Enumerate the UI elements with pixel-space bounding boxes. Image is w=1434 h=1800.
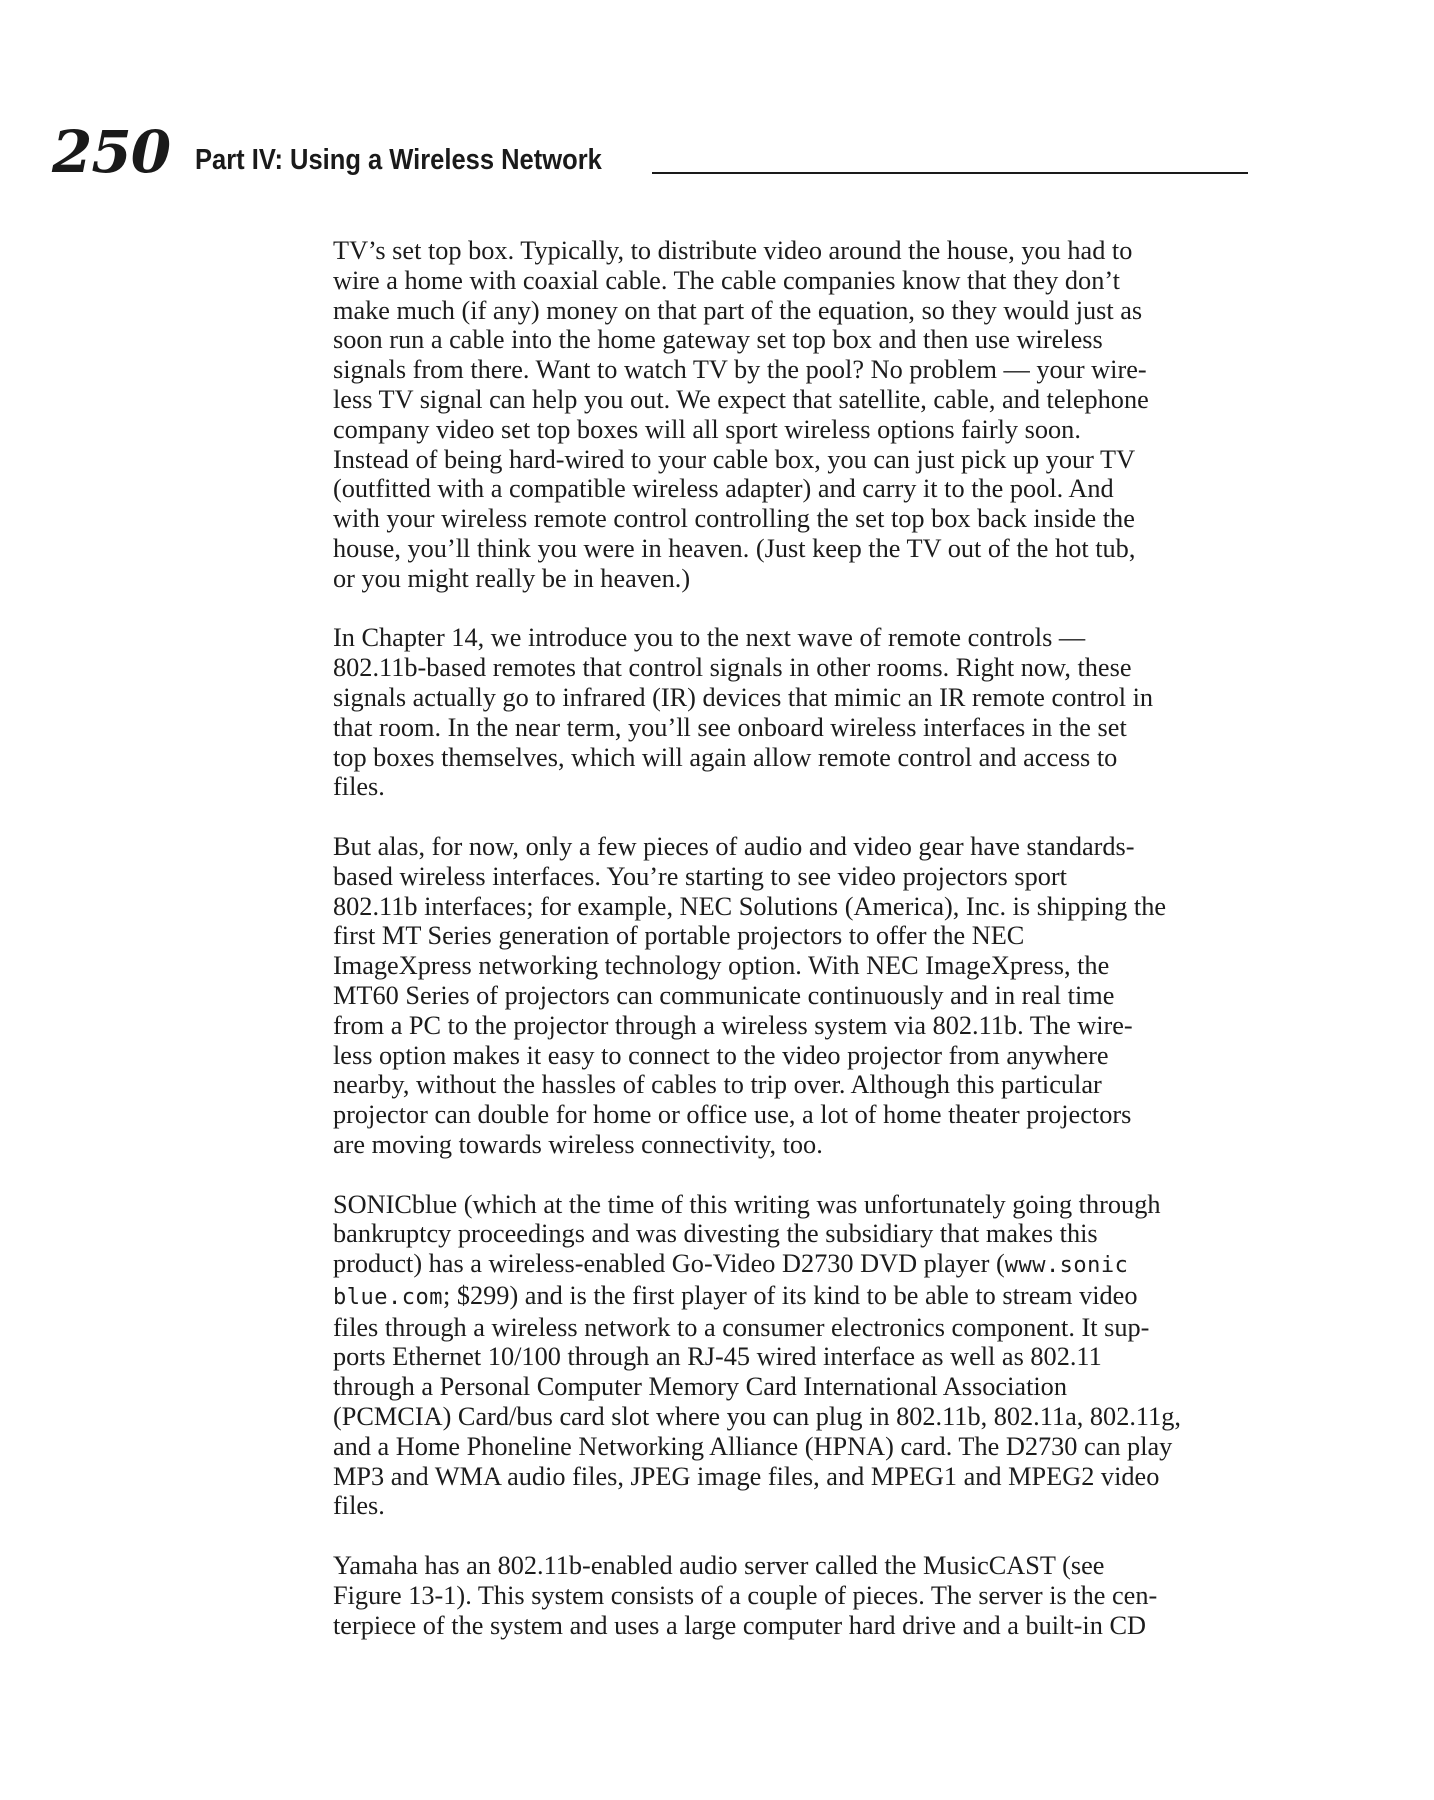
text-line: bankruptcy proceedings and was divesting the subsidiary that makes this (333, 1219, 1098, 1249)
text-line: from a PC to the projector through a wireless system via 802.11b. The wire- (333, 1010, 1133, 1040)
paragraph-video-projectors (333, 832, 1253, 1160)
text-line: 802.11b-based remotes that control signals in other rooms. Right now, these (333, 653, 1132, 683)
text-run: ; $299) and is the first player of its kind to be able to stream video (442, 1280, 1138, 1310)
text-line: 802.11b interfaces; for example, NEC Solutions (America), Inc. is shipping the (333, 891, 1167, 921)
page-number: 250 (52, 118, 171, 186)
text-line: files through a wireless network to a consumer electronics component. It sup- (333, 1312, 1150, 1342)
text-line: company video set top boxes will all sport wireless options fairly soon. (333, 414, 1081, 444)
text-line: first MT Series generation of portable projectors to offer the NEC (333, 921, 1025, 951)
text-line: TV’s set top box. Typically, to distribute video around the house, you had to (333, 236, 1133, 265)
text-line: wire a home with coaxial cable. The cable companies know that they don’t (333, 265, 1120, 295)
text-line: that room. In the near term, you’ll see onboard wireless interfaces in the set (333, 712, 1127, 742)
text-line: SONICblue (which at the time of this writing was unfortunately going through (333, 1189, 1161, 1219)
paragraph-yamaha (333, 1551, 1253, 1640)
text-line: top boxes themselves, which will again allow remote control and access to (333, 742, 1118, 772)
text-run: product) has a wireless-enabled Go-Video D2730 DVD player ( (333, 1249, 1005, 1279)
sonicblue-url-part2: blue.com (333, 1284, 443, 1310)
text-line: ImageXpress networking technology option. With NEC ImageXpress, the (333, 951, 1110, 981)
paragraph-set-top-box (333, 236, 1253, 594)
text-line: ports Ethernet 10/100 through an RJ-45 wired interface as well as 802.11 (333, 1342, 1102, 1372)
text-line: projector can double for home or office use, a lot of home theater projectors (333, 1100, 1132, 1130)
text-line (333, 1249, 1253, 1281)
text-line: (PCMCIA) Card/bus card slot where you can plug in 802.11b, 802.11a, 802.11g, (333, 1402, 1181, 1432)
text-line: make much (if any) money on that part of the equation, so they would just as (333, 295, 1143, 325)
text-line: MP3 and WMA audio files, JPEG image files, and MPEG1 and MPEG2 video (333, 1461, 1160, 1491)
running-header (52, 120, 1248, 184)
text-line: In Chapter 14, we introduce you to the next wave of remote controls — (333, 623, 1086, 653)
text-line (333, 1281, 1253, 1313)
text-line: are moving towards wireless connectivity, too. (333, 1129, 823, 1159)
text-line: with your wireless remote control controlling the set top box back inside the (333, 504, 1135, 534)
text-line: Instead of being hard-wired to your cable box, you can just pick up your TV (333, 444, 1136, 474)
body-text (333, 236, 1253, 1670)
text-line: through a Personal Computer Memory Card International Association (333, 1372, 1067, 1402)
text-line: house, you’ll think you were in heaven. (Just keep the TV out of the hot tub, (333, 533, 1136, 563)
text-line: files. (333, 1491, 385, 1521)
text-line: less option makes it easy to connect to the video projector from anywhere (333, 1040, 1109, 1070)
paragraph-sonicblue (333, 1190, 1253, 1522)
text-line: (outfitted with a compatible wireless adapter) and carry it to the pool. And (333, 474, 1114, 504)
text-line: or you might really be in heaven.) (333, 563, 691, 593)
text-line: Yamaha has an 802.11b-enabled audio server called the MusicCAST (see (333, 1551, 1105, 1581)
text-line: soon run a cable into the home gateway set top box and then use wireless (333, 325, 1103, 355)
text-line: terpiece of the system and uses a large computer hard drive and a built-in CD (333, 1610, 1146, 1640)
text-line: But alas, for now, only a few pieces of audio and video gear have standards- (333, 831, 1135, 861)
text-line: MT60 Series of projectors can communicate continuously and in real time (333, 980, 1115, 1010)
text-line: nearby, without the hassles of cables to trip over. Although this particular (333, 1070, 1102, 1100)
sonicblue-url-part1: www.sonic (1004, 1253, 1129, 1279)
header-rule (652, 172, 1248, 174)
text-line: Figure 13-1). This system consists of a couple of pieces. The server is the cen- (333, 1580, 1158, 1610)
text-line: files. (333, 772, 385, 802)
text-line: signals from there. Want to watch TV by the pool? No problem — your wire- (333, 355, 1147, 385)
text-line: and a Home Phoneline Networking Alliance (HPNA) card. The D2730 can play (333, 1431, 1173, 1461)
text-line: signals actually go to infrared (IR) devices that mimic an IR remote control in (333, 682, 1154, 712)
text-line: based wireless interfaces. You’re starting to see video projectors sport (333, 861, 1067, 891)
text-line: less TV signal can help you out. We expect that satellite, cable, and telephone (333, 384, 1149, 414)
paragraph-remote-controls (333, 623, 1253, 802)
running-header-title: Part IV: Using a Wireless Network (195, 144, 602, 176)
